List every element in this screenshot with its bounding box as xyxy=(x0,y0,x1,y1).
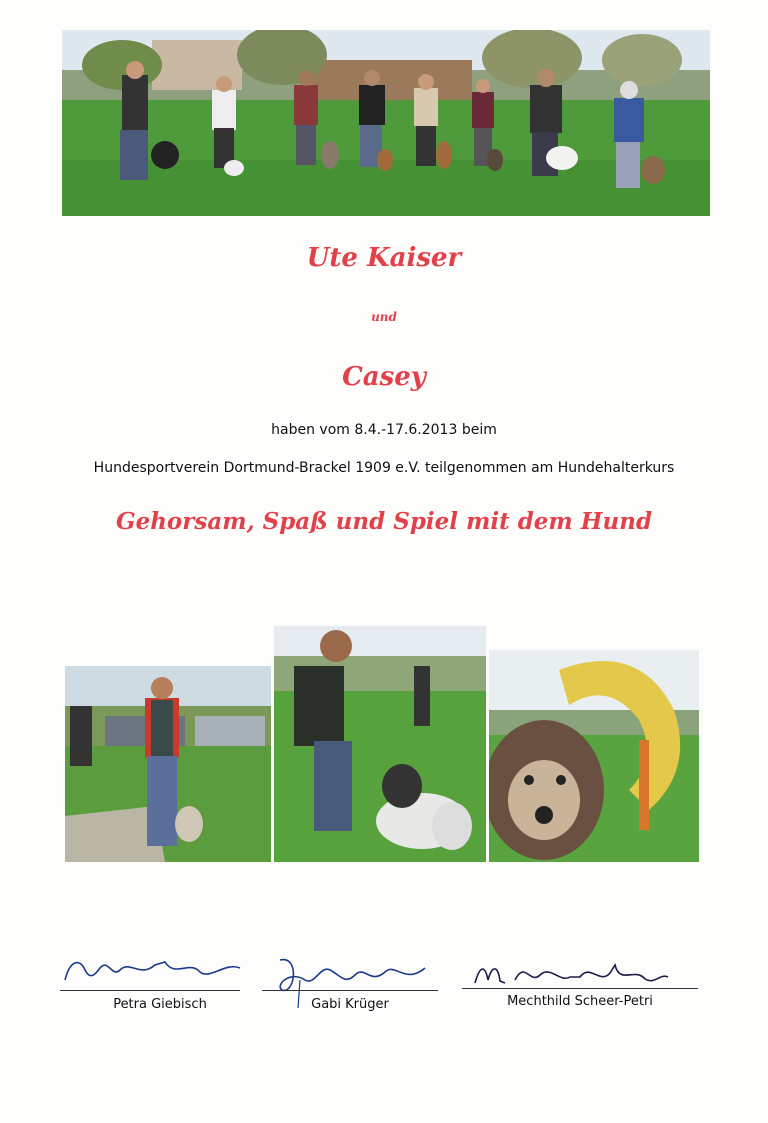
photo-dog-closeup-tunnel xyxy=(489,650,699,862)
signer-name-3: Mechthild Scheer-Petri xyxy=(507,994,653,1009)
group-photo xyxy=(62,30,710,216)
signature-line-1 xyxy=(60,990,240,991)
course-title: Gehorsam, Spaß und Spiel mit dem Hund xyxy=(115,508,653,535)
participant-name: Ute Kaiser xyxy=(306,243,462,273)
signature-giebisch xyxy=(60,950,250,990)
signer-name-1: Petra Giebisch xyxy=(113,997,207,1012)
signature-line-2 xyxy=(262,990,438,991)
photo-woman-training-dog xyxy=(274,626,486,862)
conjunction-text: und xyxy=(371,310,397,324)
club-line: Hundesportverein Dortmund-Brackel 1909 e.V. teilgenommen am Hundehalterkurs xyxy=(93,460,675,476)
period-line: haben vom 8.4.-17.6.2013 beim xyxy=(271,422,497,438)
dog-name: Casey xyxy=(342,362,426,392)
signature-line-3 xyxy=(462,988,698,989)
signature-scheer-petri xyxy=(470,955,670,990)
signer-name-2: Gabi Krüger xyxy=(311,997,389,1012)
photo-woman-with-dog xyxy=(65,666,271,862)
